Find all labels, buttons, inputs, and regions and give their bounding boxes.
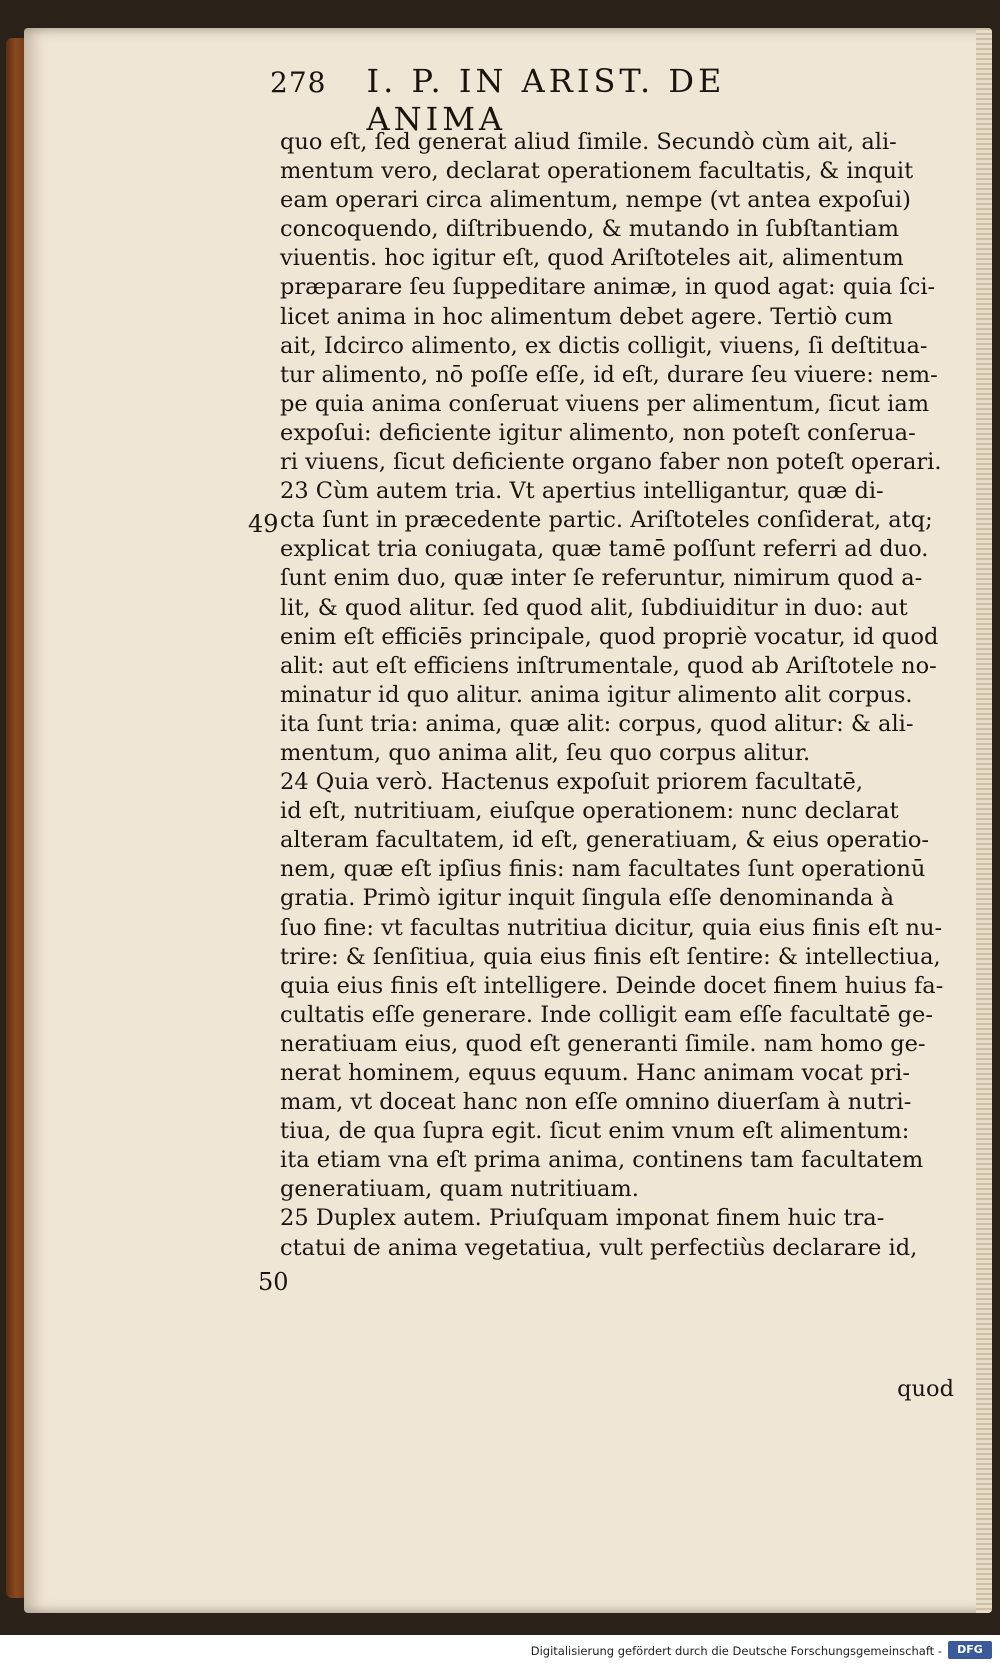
page-edge xyxy=(976,28,992,1613)
text-line: ſunt enim duo, quæ inter ſe referuntur, nimirum quod a- xyxy=(280,565,923,592)
text-line: trire: & ſenſitiua, quia eius finis eſt ſentire: & intellectiua, xyxy=(280,943,941,970)
text-line: tur alimento, nō poſſe eſſe, id eſt, durare ſeu viuere: nem- xyxy=(280,361,938,388)
text-line: cultatis eſſe generare. Inde colligit eam eſſe facultatē ge- xyxy=(280,1001,933,1028)
text-line: pe quia anima conſeruat viuens per alimentum, ſicut iam xyxy=(280,390,930,417)
footer-bar xyxy=(0,1635,1000,1667)
text-line: ait, Idcirco alimento, ex dictis colligit, viuens, ſi deſtitua- xyxy=(280,332,928,359)
text-line: neratiuam eius, quod eſt generanti ſimile. nam homo ge- xyxy=(280,1030,926,1057)
text-line: ri viuens, ſicut deficiente organo faber non poteſt operari. xyxy=(280,449,942,476)
text-line: licet anima in hoc alimentum debet agere. Tertiò cum xyxy=(280,303,893,330)
text-line: 25 Duplex autem. Priuſquam imponat finem huic tra- xyxy=(280,1205,885,1232)
page-number: 278 xyxy=(270,66,327,99)
margin-number: 50 xyxy=(258,1268,289,1296)
text-line: 23 Cùm autem tria. Vt apertius intelligantur, quæ di- xyxy=(280,478,884,505)
text-line: id eſt, nutritiuam, eiuſque operationem: nunc declarat xyxy=(280,798,899,825)
text-line: viuentis. hoc igitur eſt, quod Ariſtoteles ait, alimentum xyxy=(280,245,904,272)
text-line: nerat hominem, equus equum. Hanc animam vocat pri- xyxy=(280,1060,910,1086)
text-line: minatur id quo alitur. anima igitur alimento alit corpus. xyxy=(280,681,913,708)
text-line: nem, quæ eſt ipſius finis: nam facultates ſunt operationū xyxy=(280,856,926,883)
text-line: eam operari circa alimentum, nempe (vt antea expoſui) xyxy=(280,187,911,214)
text-line: quo eſt, ſed generat aliud ſimile. Secundò cùm ait, ali- xyxy=(280,129,897,155)
text-line: explicat tria coniugata, quæ tamē poſſunt referri ad duo. xyxy=(280,536,929,563)
text-line: lit, & quod alitur. ſed quod alit, ſubdiuiditur in duo: aut xyxy=(280,594,908,621)
text-line: 24 Quia verò. Hactenus expoſuit priorem facultatē, xyxy=(280,769,864,796)
text-line: tiua, de qua ſupra egit. ſicut enim vnum eſt alimentum: xyxy=(280,1118,910,1145)
text-line: alteram facultatem, id eſt, generatiuam, & eius operatio- xyxy=(280,827,930,854)
dfg-logo: DFG xyxy=(948,1641,992,1659)
text-line: ita etiam vna eſt prima anima, continens tam facultatem xyxy=(280,1147,924,1174)
margin-number: 49 xyxy=(248,510,279,538)
text-line: mentum vero, declarat operationem facultatis, & inquit xyxy=(280,158,914,185)
text-line: cta ſunt in præcedente partic. Ariſtoteles conſiderat, atq; xyxy=(280,507,933,534)
text-line: ſuo fine: vt facultas nutritiua dicitur, quia eius finis eſt nu- xyxy=(280,914,943,941)
text-line: quia eius finis eſt intelligere. Deinde docet finem huius fa- xyxy=(280,972,944,999)
text-line: ctatui de anima vegetatiua, vult perfectiùs declarare id, xyxy=(280,1234,918,1261)
catchword: quod xyxy=(897,1376,954,1402)
running-head xyxy=(270,62,830,138)
text-line: expoſui: deficiente igitur alimento, non poteſt conſerua- xyxy=(280,419,916,446)
text-line: mentum, quo anima alit, ſeu quo corpus alitur. xyxy=(280,739,811,766)
text-line: concoquendo, diſtribuendo, & mutando in ſubſtantiam xyxy=(280,216,899,243)
text-line: enim eſt efficiēs principale, quod propriè vocatur, id quod xyxy=(280,623,939,650)
running-title: I. P. IN ARIST. DE ANIMA xyxy=(366,62,726,138)
text-line: præparare ſeu ſuppeditare animæ, in quod agat: quia ſci- xyxy=(280,274,936,301)
text-line: gratia. Primò igitur inquit ſingula eſſe denominanda à xyxy=(280,885,895,912)
text-line: generatiuam, quam nutritiuam. xyxy=(280,1176,639,1203)
text-line: ita ſunt tria: anima, quæ alit: corpus, quod alitur: & ali- xyxy=(280,710,914,737)
body-text xyxy=(280,128,958,1263)
text-line: mam, vt doceat hanc non eſſe omnino diuerſam à nutri- xyxy=(280,1089,912,1116)
funding-credit: Digitalisierung gefördert durch die Deutsche Forschungsgemeinschaft - xyxy=(530,1644,942,1658)
text-line: alit: aut eſt efficiens inſtrumentale, quod ab Ariſtotele no- xyxy=(280,652,937,679)
